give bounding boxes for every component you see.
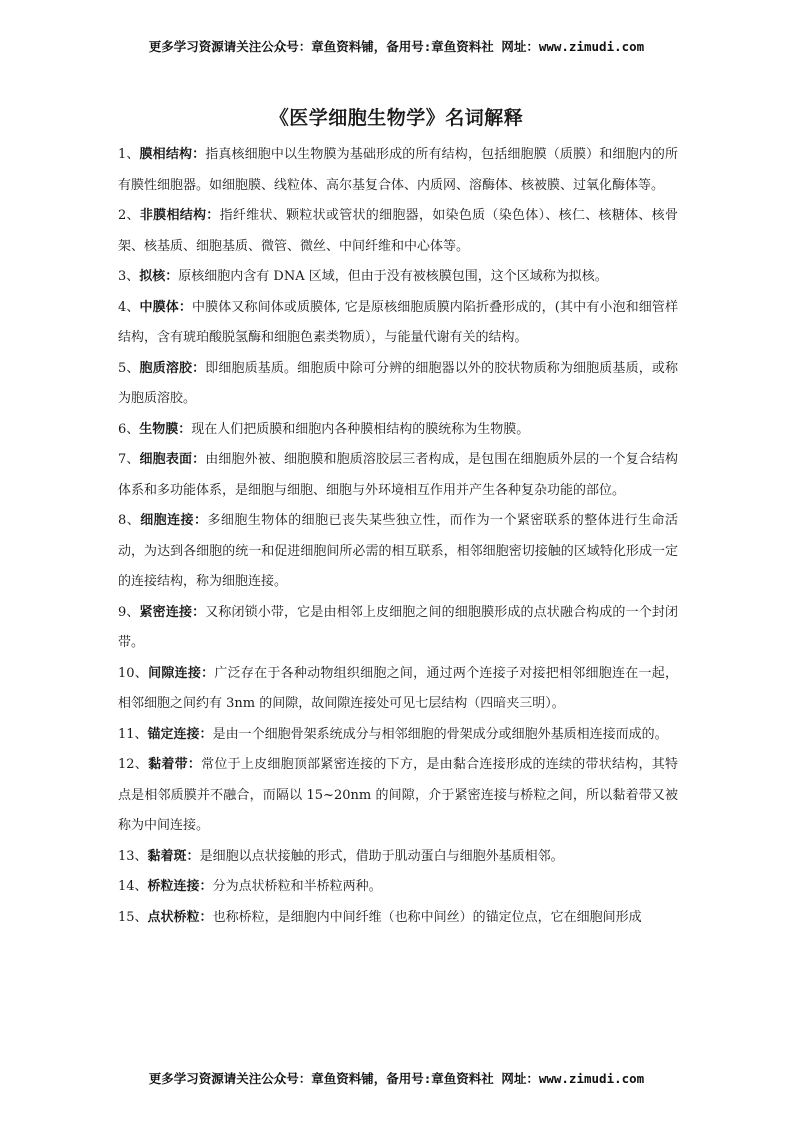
entry-number: 6、	[118, 421, 140, 437]
glossary-entry-14	[118, 872, 678, 903]
glossary-entry-10	[118, 659, 678, 720]
glossary-entry-12	[118, 750, 678, 842]
entry-definition: 原核细胞内含有 DNA 区域，但由于没有被核膜包围，这个区域称为拟核。	[178, 269, 608, 284]
entry-definition: 是细胞以点状接触的形式，借助于肌动蛋白与细胞外基质相邻。	[199, 848, 564, 864]
entry-number: 4、	[118, 299, 140, 315]
entry-term: 黏着带：	[148, 757, 202, 772]
entry-term: 桥粒连接：	[147, 879, 213, 894]
header-banner: 更多学习资源请关注公众号：章鱼资料铺，备用号:章鱼资料社 网址：www.zimudi.com	[148, 39, 645, 54]
entry-term: 胞质溶胶：	[139, 360, 206, 376]
entry-definition: 即细胞质基质。细胞质中除可分辨的细胞器以外的胶状物质称为细胞质基质，或称为胞质溶胶。	[118, 360, 678, 406]
entry-definition: 指真核细胞中以生物膜为基础形成的所有结构，包括细胞膜（质膜）和细胞内的所有膜性细胞器。如细胞膜、线粒体、高尔基复合体、内质网、溶酶体、核被膜、过氧化酶体等。	[118, 147, 678, 193]
glossary-entry-13	[118, 842, 678, 873]
footer-banner: 更多学习资源请关注公众号：章鱼资料铺，备用号:章鱼资料社 网址：www.zimudi.com	[148, 1071, 645, 1086]
entry-term: 生物膜：	[139, 421, 192, 437]
entry-number: 15、	[118, 909, 148, 925]
entry-term: 细胞表面：	[139, 452, 206, 467]
entry-number: 2、	[118, 208, 140, 223]
entry-number: 13、	[118, 848, 148, 864]
entry-definition: 指纤维状、颗粒状或管状的细胞器，如染色质（染色体）、核仁、核糖体、核骨架、核基质、细胞基质、微管、微丝、中间纤维和中心体等。	[118, 208, 678, 254]
glossary-entry-5	[118, 354, 678, 415]
glossary-entry-9	[118, 598, 678, 659]
entry-term: 细胞连接：	[140, 513, 208, 528]
entry-definition: 现在人们把质膜和细胞内各种膜相结构的膜统称为生物膜。	[191, 421, 530, 437]
entry-term: 黏着斑：	[147, 848, 200, 864]
entry-term: 间隙连接：	[148, 665, 215, 681]
entry-number: 14、	[118, 879, 148, 894]
entry-number: 1、	[118, 147, 140, 162]
entry-definition: 由细胞外被、细胞膜和胞质溶胶层三者构成，是包围在细胞质外层的一个复合结构体系和多功能体系，是细胞与细胞、细胞与外环境相互作用并产生各种复杂功能的部位。	[118, 452, 678, 498]
entry-term: 中膜体：	[139, 299, 193, 315]
entry-term: 膜相结构：	[139, 147, 206, 162]
glossary-list	[118, 140, 678, 933]
entry-term: 点状桥粒：	[147, 909, 213, 925]
entry-definition: 又称闭锁小带，它是由相邻上皮细胞之间的细胞膜形成的点状融合构成的一个封闭带。	[118, 604, 678, 650]
glossary-entry-4	[118, 293, 678, 354]
glossary-entry-11	[118, 720, 678, 751]
glossary-entry-6	[118, 415, 678, 446]
entry-number: 3、	[118, 269, 140, 284]
glossary-entry-7	[118, 445, 678, 506]
entry-number: 10、	[118, 665, 149, 681]
entry-term: 紧密连接：	[139, 604, 206, 620]
entry-term: 拟核：	[139, 269, 179, 284]
glossary-entry-2	[118, 201, 678, 262]
entry-term: 非膜相结构：	[139, 208, 220, 223]
entry-definition: 广泛存在于各种动物组织细胞之间，通过两个连接子对接把相邻细胞连在一起，相邻细胞之间约有 3nm 的间隙，故间隙连接处可见七层结构（四暗夹三明）。	[118, 665, 678, 711]
glossary-entry-15	[118, 903, 678, 934]
glossary-entry-3	[118, 262, 678, 293]
entry-number: 5、	[118, 360, 140, 376]
glossary-entry-1	[118, 140, 678, 201]
entry-number: 8、	[118, 513, 141, 528]
entry-number: 7、	[118, 452, 140, 467]
entry-definition: 分为点状桥粒和半桥粒两种。	[212, 879, 382, 894]
entry-definition: 是由一个细胞骨架系统成分与相邻细胞的骨架成分或细胞外基质相连接而成的。	[212, 726, 668, 742]
entry-definition: 常位于上皮细胞顶部紧密连接的下方，是由黏合连接形成的连续的带状结构，其特点是相邻质膜并不融合，而隔以 15~20nm 的间隙，介于紧密连接与桥粒之间，所以黏着带又被称为中间连接。	[118, 757, 678, 833]
page-title: 《医学细胞生物学》名词解释	[269, 107, 524, 129]
entry-number: 12、	[118, 757, 149, 772]
entry-definition: 中膜体又称间体或质膜体, 它是原核细胞质膜内陷折叠形成的，(其中有小泡和细管样结构，含有琥珀酸脱氢酶和细胞色素类物质），与能量代谢有关的结构。	[118, 299, 678, 345]
entry-definition: 多细胞生物体的细胞已丧失某些独立性，而作为一个紧密联系的整体进行生命活动，为达到各细胞的统一和促进细胞间所必需的相互联系，相邻细胞密切接触的区域特化形成一定的连接结构，称为细胞连接。	[118, 513, 678, 589]
entry-number: 9、	[118, 604, 140, 620]
glossary-entry-8	[118, 506, 678, 598]
entry-number: 11、	[118, 726, 148, 742]
entry-definition: 也称桥粒，是细胞内中间纤维（也称中间丝）的锚定位点，它在细胞间形成	[212, 909, 642, 925]
entry-term: 锚定连接：	[147, 726, 213, 742]
